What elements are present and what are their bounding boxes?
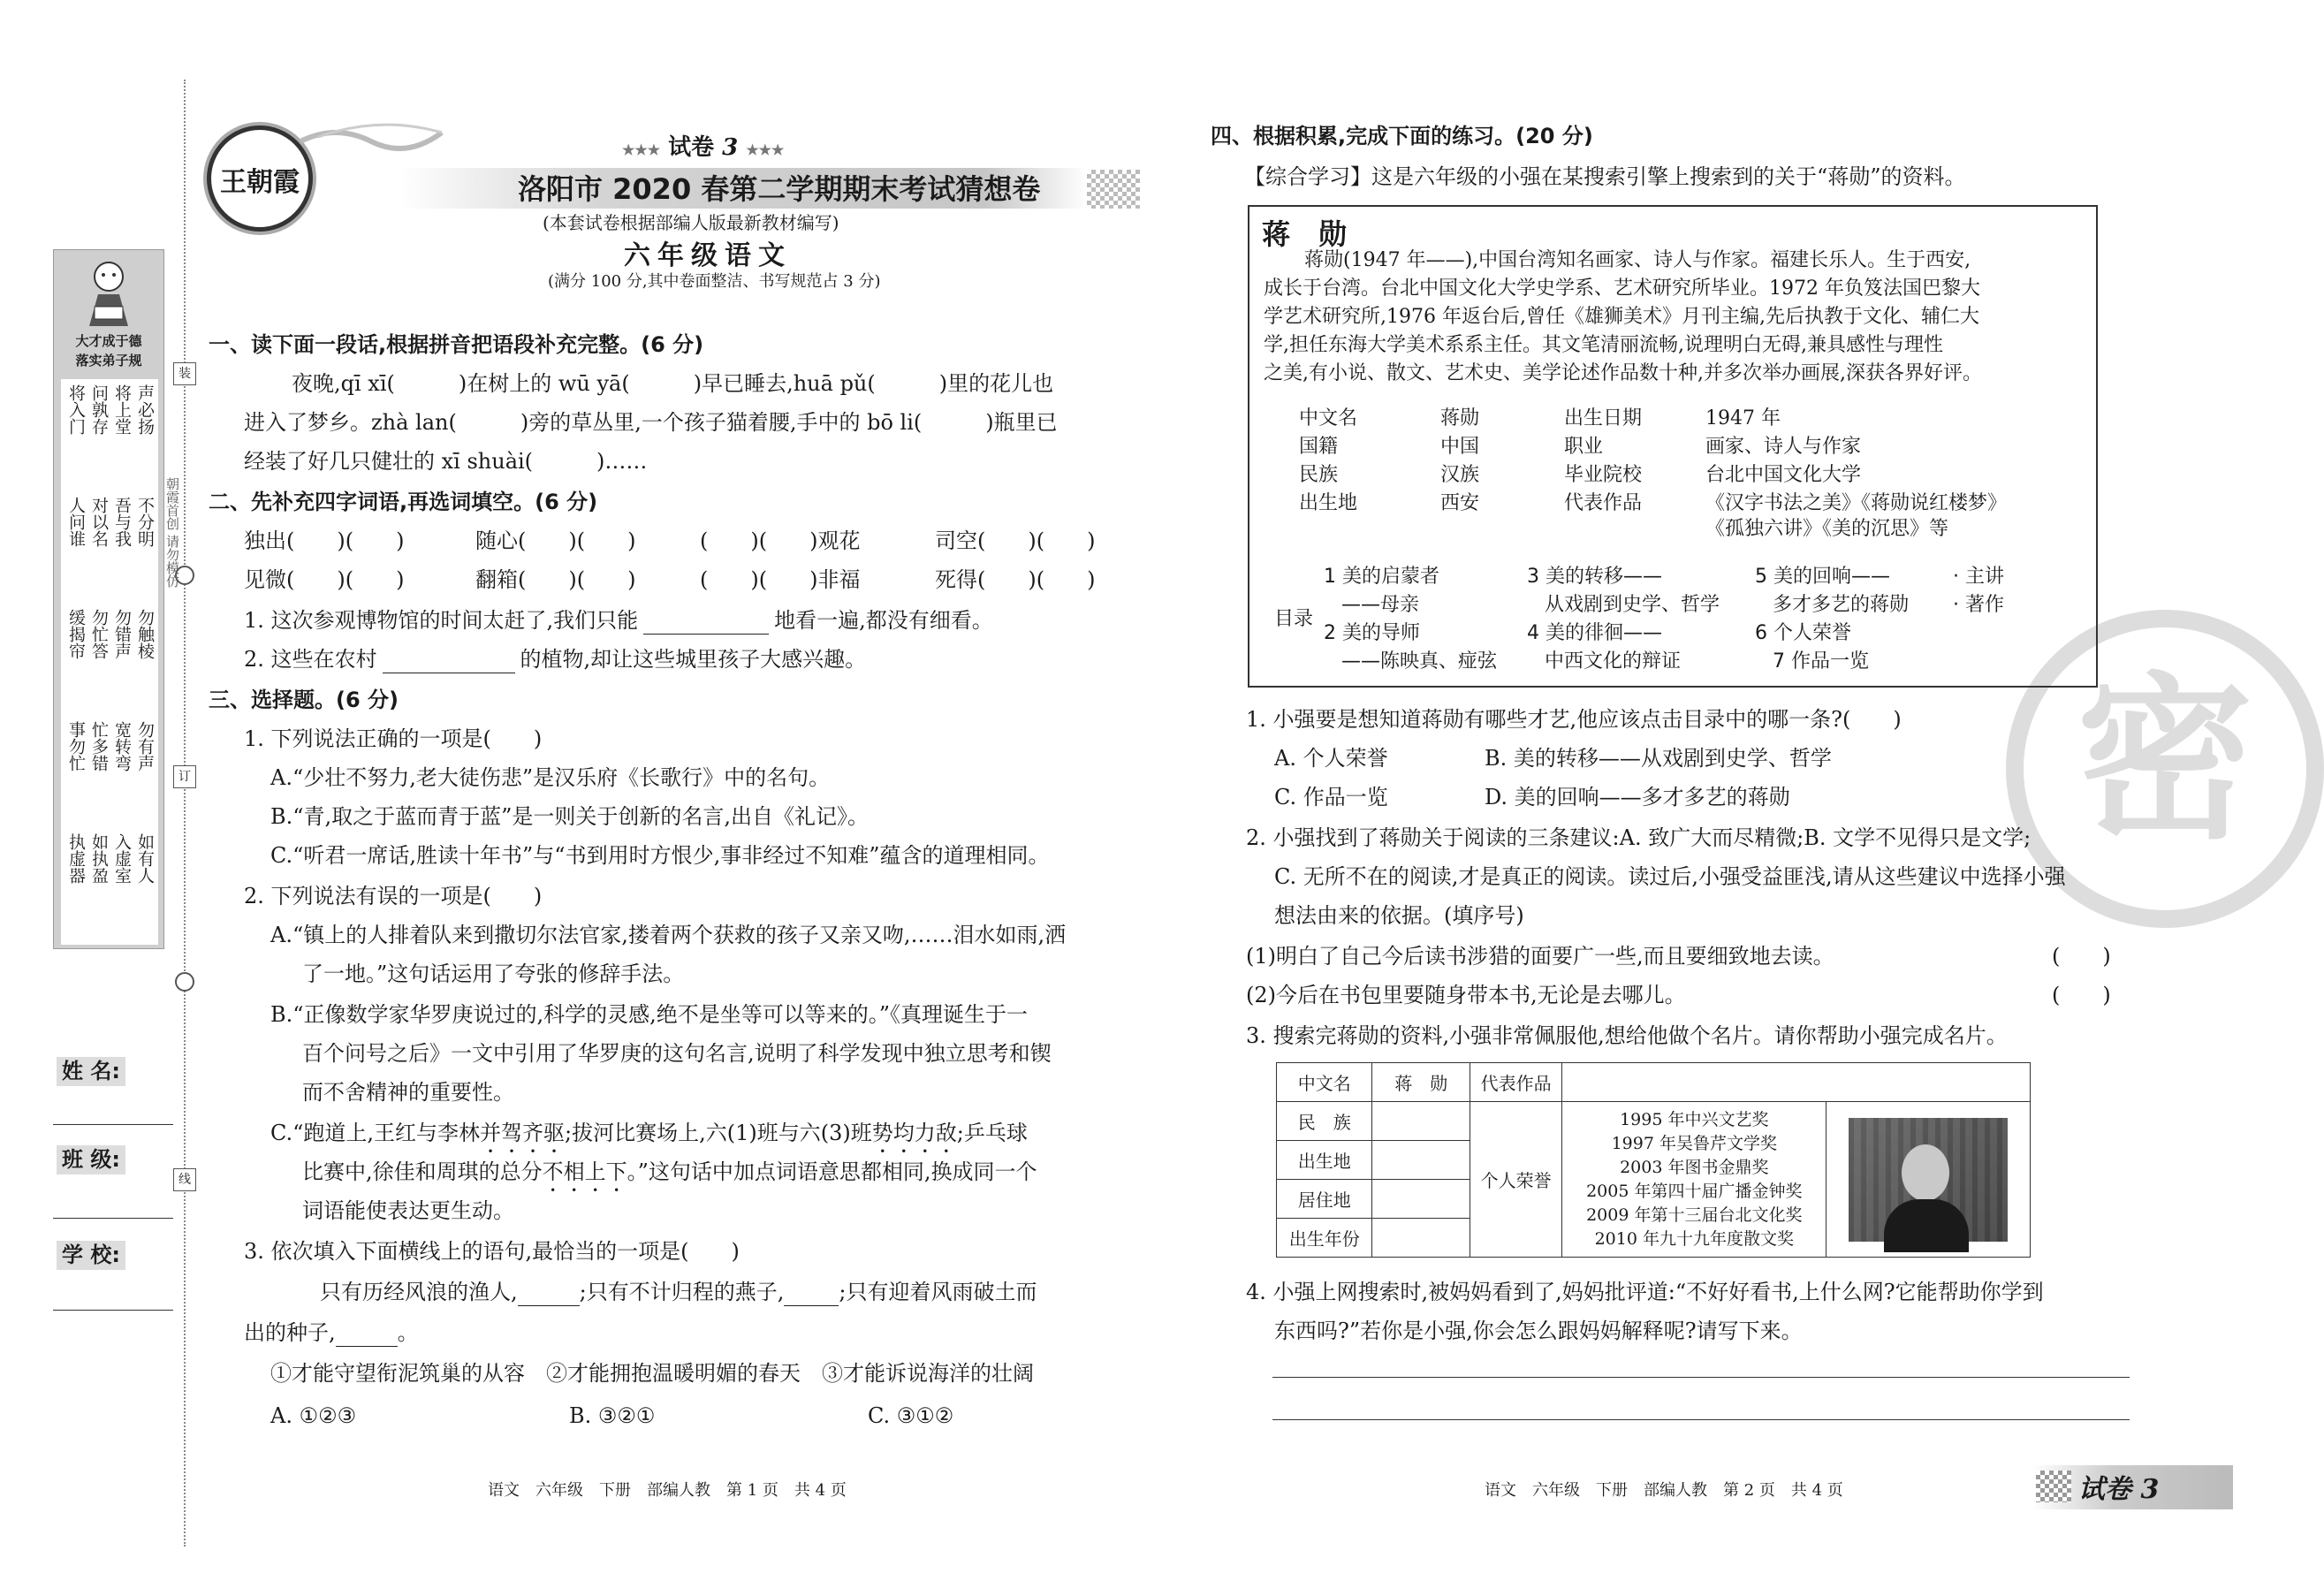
sq4-line-1: 4. 小强上网搜索时,被妈妈看到了,妈妈批评道:“不好好看书,上什么网?它能帮助你学到 [1246, 1280, 2044, 1304]
dotted-word-1: 并驾齐驱 [480, 1121, 566, 1145]
toc-item[interactable]: 4 美的徘徊—— [1527, 622, 1662, 644]
q3-2c-text-c: ;乒乓球 [956, 1121, 1028, 1145]
card-honor-label: 个人荣誉 [1470, 1102, 1561, 1258]
motto-column: 宽转弯 [112, 721, 132, 771]
q2-title: 二、先补充四字词语,再选词填空。(6 分) [209, 490, 598, 514]
info-cell: 国籍 [1299, 436, 1339, 458]
motto-column: 将上堂 [112, 384, 132, 435]
q2-sentence-1 [244, 608, 993, 635]
bio-line-4: 学,担任东海大学美术系系主任。其文笔清丽流畅,说理明白无碍,兼具感性与理性 [1264, 334, 1943, 356]
sq2-item-2: (2)今后在书包里要随身带本书,无论是去哪儿。 [1246, 983, 1686, 1007]
toc-item[interactable]: 5 美的回响—— [1755, 566, 1890, 588]
q1-title: 一、读下面一段话,根据拼音把语段补充完整。(6 分) [209, 332, 704, 357]
card-field-residence[interactable] [1372, 1180, 1470, 1219]
sq3-question: 3. 搜索完蒋勋的资料,小强非常佩服他,想给他做个名片。请你帮助小强完成名片。 [1246, 1023, 2008, 1048]
info-cell: 出生地 [1299, 492, 1358, 514]
portrait-photo [1849, 1118, 2008, 1242]
sq1-question: 1. 小强要是想知道蒋勋有哪些才艺,他应该点击目录中的哪一条?( ) [1246, 707, 1902, 732]
q3-3-option-b[interactable]: B. ③②① [569, 1403, 656, 1428]
motto-column: 如有人 [135, 833, 155, 884]
q2-s1-text-a: 1. 这次参观博物馆的时间太赶了,我们只能 [244, 608, 639, 633]
card-honor-list [1562, 1102, 1827, 1258]
stars-left-icon: ★★★ [622, 141, 661, 158]
motto-column: 吾与我 [112, 497, 132, 547]
info-cell: 蒋勋 [1440, 407, 1480, 429]
toc-item[interactable]: 多才多艺的蒋勋 [1773, 594, 1910, 616]
motto-column: 入虚室 [112, 833, 132, 884]
motto-column: 忙多错 [89, 721, 109, 771]
q2-word-8[interactable]: 死得( )( ) [935, 567, 1096, 592]
profile-name: 蒋 勋 [1262, 217, 1348, 251]
corner-label: 试卷 3 [2078, 1474, 2160, 1505]
sq2-item-1: (1)明白了自己今后读书涉猎的面要广一些,而且要细致地去读。 [1246, 944, 1834, 969]
q3-3-blank-2[interactable] [784, 1280, 839, 1306]
toc-item[interactable]: · 主讲 [1953, 566, 2004, 588]
motto-column: 对以名 [89, 497, 109, 547]
motto-column: 勿错声 [112, 609, 132, 659]
subject-title: 六年级语文 [624, 240, 792, 271]
q2-word-1[interactable]: 独出( )( ) [244, 528, 405, 553]
motto-line-2: 落实弟子规 [75, 353, 142, 369]
card-row-ethnicity: 民 族 [1277, 1102, 1372, 1141]
honor-item: 1995 年中兴文艺奖 [1620, 1109, 1769, 1129]
q2-sentence-2 [244, 647, 866, 673]
card-row-birthyear: 出生年份 [1277, 1219, 1372, 1258]
card-photo-cell [1827, 1102, 2031, 1258]
name-label: 姓 名: [57, 1057, 125, 1086]
q3-2-option-b-line1[interactable]: B.“正像数学家华罗庚说过的,科学的灵感,绝不是坐等可以等来的。”《真理诞生于一 [270, 1002, 1029, 1027]
motto-column: 勿忙答 [89, 609, 109, 659]
q3-1-option-a[interactable]: A.“少壮不努力,老大徒伤悲”是汉乐府《长歌行》中的名句。 [270, 765, 831, 790]
bio-line-2: 成长于台湾。台北中国文化大学史学系、艺术研究所毕业。1972 年负笈法国巴黎大 [1264, 277, 1980, 300]
q2-s1-text-b: 地看一遍,都没有细看。 [774, 608, 993, 633]
motto-column: 声必扬 [135, 384, 155, 435]
motto-grid [61, 379, 158, 945]
score-note: (满分 100 分,其中卷面整洁、书写规范占 3 分) [548, 272, 881, 291]
paper-label: 试卷 [668, 134, 715, 161]
q3-3-option-c[interactable]: C. ③①② [868, 1403, 954, 1428]
honor-item: 2010 年九十九年度散文奖 [1594, 1228, 1794, 1249]
q3-3-option-a[interactable]: A. ①②③ [270, 1403, 357, 1428]
honor-item: 2003 年图书金鼎奖 [1620, 1157, 1769, 1177]
q2-word-3[interactable]: ( )( )观花 [700, 528, 861, 553]
title-bar-checker [1087, 170, 1140, 209]
toc-item[interactable]: · 著作 [1953, 594, 2004, 616]
card-header-value: 蒋 勋 [1372, 1063, 1470, 1102]
exam-title: 洛阳市 2020 春第二学期期末考试猜想卷 [518, 172, 1041, 206]
q3-2-option-c-line1[interactable] [270, 1121, 1028, 1158]
binding-circle-2 [175, 972, 194, 992]
motto-column: 将入门 [66, 384, 86, 435]
binding-dotted-line [184, 80, 186, 1547]
toc-item[interactable]: ——陈映真、痖弦 [1341, 650, 1498, 673]
info-cell: 台北中国文化大学 [1705, 464, 1862, 486]
corner-checker [2036, 1471, 2071, 1502]
q3-1-option-b[interactable]: B.“青,取之于蓝而青于蓝”是一则关于创新的名言,出自《礼记》。 [270, 804, 870, 829]
motto-panel [53, 249, 164, 949]
footer-page-1: 语文 六年级 下册 部编人教 第 1 页 共 4 页 [488, 1481, 847, 1500]
motto-column: 如执盈 [89, 833, 109, 884]
card-row-birthplace: 出生地 [1277, 1141, 1372, 1180]
q3-3-text-c: ;只有迎着风雨破土而 [839, 1280, 1037, 1304]
q3-2c-text-b: ;拔河比赛场上,六(1)班与六(3)班 [565, 1121, 872, 1145]
q2-word-6[interactable]: 翻箱( )( ) [475, 567, 636, 592]
logo-text: 王朝霞 [220, 167, 300, 198]
sq2-line-2: C. 无所不在的阅读,才是真正的阅读。读过后,小强受益匪浅,请从这些建议中选择小强 [1274, 864, 2066, 889]
sq1-option-d[interactable]: D. 美的回响——多才多艺的蒋勋 [1485, 785, 1790, 810]
sq1-option-b[interactable]: B. 美的转移——从戏剧到史学、哲学 [1485, 746, 1832, 771]
q3-item-2: 2. 下列说法有误的一项是( ) [244, 884, 543, 908]
sq1-option-c[interactable]: C. 作品一览 [1274, 785, 1388, 810]
q3-3-choices: ①才能守望衔泥筑巢的从容 ②才能拥抱温暖明媚的春天 ③才能诉说海洋的壮阔 [270, 1361, 1034, 1386]
paper-number: 3 [722, 134, 739, 161]
info-cell: 西安 [1440, 492, 1480, 514]
q3-2c2-text-b: 。”这句话中加点词语意思都相同,换成同一个 [627, 1159, 1037, 1184]
q4-title: 四、根据积累,完成下面的练习。(20 分) [1211, 124, 1593, 148]
name-field[interactable] [53, 1124, 173, 1125]
business-card [1276, 1062, 2031, 1258]
toc-item[interactable]: 2 美的导师 [1324, 622, 1420, 644]
toc-label: 目录 [1274, 608, 1314, 630]
toc-item[interactable]: 1 美的启蒙者 [1324, 566, 1439, 588]
toc-item[interactable]: 3 美的转移—— [1527, 566, 1662, 588]
answer-line-1[interactable] [1272, 1377, 2130, 1378]
toc-item[interactable]: 从戏剧到史学、哲学 [1545, 594, 1720, 616]
honor-item: 1997 年吴鲁芹文学奖 [1611, 1133, 1777, 1153]
dotted-word-3: 不相上下 [542, 1159, 627, 1184]
footer-page-2: 语文 六年级 下册 部编人教 第 2 页 共 4 页 [1485, 1481, 1843, 1500]
sq2-answer-2[interactable]: ( ) [2052, 983, 2111, 1007]
bio-line-1: 蒋勋(1947 年——),中国台湾知名画家、诗人与作家。福建长乐人。生于西安, [1304, 249, 1971, 271]
q3-2c2-text-a: 比赛中,徐佳和周琪的总分 [302, 1159, 543, 1184]
q3-3-sentence-line2 [244, 1320, 419, 1347]
q3-3-text-b: ;只有不计归程的燕子, [579, 1280, 785, 1304]
ribbon-decoration-right [318, 115, 442, 141]
q1-line-2: 进入了梦乡。zhà lan( )旁的草丛里,一个孩子猫着腰,手中的 bō li( )瓶里已 [244, 410, 1058, 435]
card-header-name: 中文名 [1277, 1063, 1372, 1102]
q3-3-blank-3[interactable] [336, 1320, 398, 1347]
sq2-answer-1[interactable]: ( ) [2052, 944, 2111, 969]
info-extra-works: 《孤独六讲》《美的沉思》等 [1705, 518, 1949, 540]
answer-line-2[interactable] [1272, 1419, 2130, 1420]
q3-2-option-a-line1[interactable]: A.“镇上的人排着队来到撒切尔法官家,搂着两个获救的孩子又亲又吻,……泪水如雨,洒 [270, 923, 1067, 947]
q3-3-text-e: 。 [397, 1320, 419, 1345]
mascot-icon [80, 257, 137, 328]
motto-column: 执虚器 [66, 833, 86, 884]
q4-intro: 【综合学习】这是六年级的小强在某搜索引擎上搜索到的关于“蒋勋”的资料。 [1244, 164, 1966, 189]
q2-s2-blank[interactable] [383, 647, 515, 673]
paper-label-row [622, 129, 784, 162]
honor-item: 2005 年第四十届广播金钟奖 [1586, 1181, 1803, 1201]
ring-xian: 线 [173, 1168, 196, 1191]
q3-3-text-d: 出的种子, [244, 1320, 336, 1345]
q2-word-5[interactable]: 见微( )( ) [244, 567, 405, 592]
q1-line-3: 经装了好几只健壮的 xī shuài( )…… [244, 449, 648, 474]
q3-2-option-b-line2: 百个问号之后》一文中引用了华罗庚的这句名言,说明了科学发现中独立思考和锲 [302, 1041, 1052, 1066]
bio-line-3: 学艺术研究所,1976 年返台后,曾任《雄狮美术》月刊主编,先后执教于文化、辅仁大 [1264, 306, 1979, 328]
q3-3-blank-1[interactable] [518, 1280, 580, 1306]
info-cell: 代表作品 [1564, 492, 1643, 514]
q2-s1-blank[interactable] [643, 608, 769, 635]
info-cell: 职业 [1564, 436, 1604, 458]
ring-zhuang: 装 [173, 362, 196, 385]
honor-item: 2009 年第十三届台北文化奖 [1586, 1205, 1803, 1225]
info-cell: 民族 [1299, 464, 1339, 486]
sq2-line-3: 想法由来的依据。(填序号) [1274, 903, 1524, 928]
q3-2-option-a-line2: 了一地。”这句话运用了夸张的修辞手法。 [302, 962, 685, 986]
q3-3-text-a: 只有历经风浪的渔人, [320, 1280, 518, 1304]
card-works-field[interactable] [1562, 1063, 2031, 1102]
motto-column: 勿有声 [135, 721, 155, 771]
info-cell: 画家、诗人与作家 [1705, 436, 1862, 458]
motto-column: 勿触棱 [135, 609, 155, 659]
info-cell: 毕业院校 [1564, 464, 1643, 486]
bio-line-5: 之美,有小说、散文、艺术史、美学论述作品数十种,并多次举办画展,深获各界好评。 [1264, 362, 1982, 384]
q2-s2-text-b: 的植物,却让这些城里孩子大感兴趣。 [520, 647, 867, 672]
card-field-birthplace[interactable] [1372, 1141, 1470, 1180]
school-label: 学 校: [57, 1241, 125, 1270]
exam-note: (本套试卷根据部编人版最新教材编写) [543, 212, 839, 233]
q3-title: 三、选择题。(6 分) [209, 688, 399, 712]
q3-2-option-b-line3: 而不舍精神的重要性。 [302, 1080, 514, 1105]
ring-ding: 订 [173, 765, 196, 788]
info-cell: 汉族 [1440, 464, 1480, 486]
q2-s2-text-a: 2. 这些在农村 [244, 647, 377, 672]
q3-item-3: 3. 依次填入下面横线上的语句,最恰当的一项是( ) [244, 1239, 740, 1264]
q3-2-option-c-line3: 词语能使表达更生动。 [302, 1198, 514, 1223]
motto-column: 问孰存 [89, 384, 109, 435]
sq4-line-2: 东西吗?”若你是小强,你会怎么跟妈妈解释呢?请写下来。 [1274, 1319, 1803, 1343]
info-cell: 中国 [1440, 436, 1480, 458]
q2-word-2[interactable]: 随心( )( ) [475, 528, 636, 553]
binding-warning: 朝霞首创 请勿模仿 [164, 477, 180, 588]
class-label: 班 级: [57, 1145, 125, 1174]
logo-seal [207, 125, 313, 232]
card-row-residence: 居住地 [1277, 1180, 1372, 1219]
info-cell: 中文名 [1299, 407, 1358, 429]
motto-column: 缓揭帘 [66, 609, 86, 659]
q2-word-4[interactable]: 司空( )( ) [935, 528, 1096, 553]
class-field[interactable] [53, 1218, 173, 1219]
table-of-contents [1324, 564, 2084, 679]
info-cell: 《汉字书法之美》《蒋勋说红楼梦》 [1705, 492, 2008, 514]
q2-word-7[interactable]: ( )( )非福 [700, 567, 861, 592]
q3-2-option-c-line2 [302, 1159, 1037, 1197]
toc-item[interactable]: 中西文化的辩证 [1545, 650, 1682, 673]
q3-item-1: 1. 下列说法正确的一项是( ) [244, 726, 543, 751]
info-cell: 1947 年 [1705, 407, 1781, 429]
stars-right-icon: ★★★ [746, 141, 785, 158]
school-field[interactable] [53, 1310, 173, 1311]
toc-item[interactable]: 6 个人荣誉 [1755, 622, 1851, 644]
info-cell: 出生日期 [1564, 407, 1643, 429]
card-field-birthyear[interactable] [1372, 1219, 1470, 1258]
q3-2c-text-a: C.“跑道上,王红与李林 [270, 1121, 481, 1145]
watermark-text: 密 [2076, 656, 2253, 863]
motto-column: 不分明 [135, 497, 155, 547]
motto-column: 事勿忙 [66, 721, 86, 771]
sq2-line-1: 2. 小强找到了蒋勋关于阅读的三条建议:A. 致广大而尽精微;B. 文学不见得只是文学; [1246, 825, 2032, 850]
sq1-option-a[interactable]: A. 个人荣誉 [1274, 746, 1388, 771]
motto-line-1: 大才成于德 [75, 333, 142, 349]
dotted-word-2: 势均力敌 [871, 1121, 957, 1145]
card-field-ethnicity[interactable] [1372, 1102, 1470, 1141]
q3-1-option-c[interactable]: C.“听君一席话,胜读十年书”与“书到用时方恨少,事非经过不知难”蕴含的道理相同。 [270, 843, 1050, 868]
toc-item[interactable]: ——母亲 [1341, 594, 1420, 616]
q1-line-1: 夜晚,qī xī( )在树上的 wū yā( )早已睡去,huā pǔ( )里的花儿也 [292, 371, 1054, 396]
q3-3-sentence-line1 [320, 1280, 1037, 1306]
toc-item[interactable]: 7 作品一览 [1773, 650, 1869, 673]
motto-column: 人问谁 [66, 497, 86, 547]
card-header-works: 代表作品 [1470, 1063, 1561, 1102]
